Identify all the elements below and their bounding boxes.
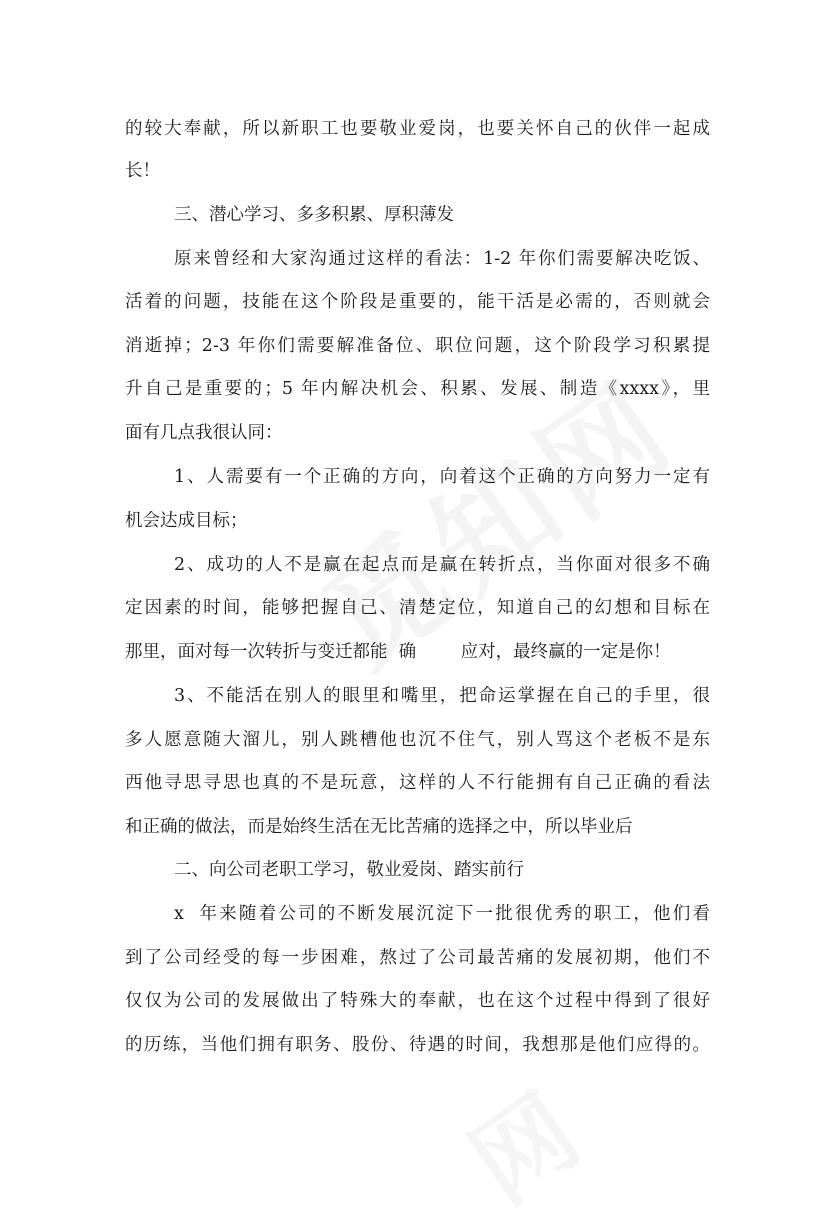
list-item-line: 那里，面对每一次转折与变迁都能 确 应对，最终赢的一定是你！ bbox=[125, 642, 671, 662]
list-item-line: 定因素的时间，能够把握自己、清楚定位，知道自己的幻想和目标在 bbox=[125, 598, 710, 618]
paragraph-line: 到了公司经受的每一步困难，熬过了公司最苦痛的发展初期，他们不 bbox=[125, 948, 710, 968]
paragraph-line: 面有几点我很认同： bbox=[125, 423, 283, 443]
paragraph-line: 消逝掉；2-3 年你们需要解准备位、职位问题，这个阶段学习积累提 bbox=[125, 336, 710, 356]
paragraph-line: 的历练，当他们拥有职务、股份、待遇的时间，我想那是他们应得的。 bbox=[125, 1035, 710, 1055]
list-item-line: 西他寻思寻思也真的不是玩意，这样的人不行能拥有自己正确的看法 bbox=[125, 773, 710, 793]
watermark-bottom bbox=[438, 1054, 603, 1229]
section-heading: 二、向公司老职工学习，敬业爱岗、踏实前行 bbox=[174, 860, 524, 880]
paragraph-line: 升自己是重要的；5 年内解决机会、积累、发展、制造《xxxx》，里 bbox=[125, 379, 710, 399]
list-item-line: 2、成功的人不是赢在起点而是赢在转折点，当你面对很多不确 bbox=[174, 555, 710, 575]
paragraph-line: 仅仅为公司的发展做出了特殊大的奉献，也在这个过程中得到了很好 bbox=[125, 991, 710, 1011]
paragraph-line: 原来曾经和大家沟通过这样的看法：1-2 年你们需要解决吃饭、 bbox=[174, 249, 710, 269]
list-item-line: 1、人需要有一个正确的方向，向着这个正确的方向努力一定有 bbox=[174, 467, 710, 487]
paragraph-line: 活着的问题，技能在这个阶段是重要的，能干活是必需的，否则就会 bbox=[125, 292, 710, 312]
paragraph-line: x 年来随着公司的不断发展沉淀下一批很优秀的职工，他们看 bbox=[174, 904, 710, 924]
section-heading: 三、潜心学习、多多积累、厚积薄发 bbox=[174, 205, 454, 225]
list-item-line: 机会达成目标； bbox=[125, 511, 248, 531]
list-item-line: 3、不能活在别人的眼里和嘴里，把命运掌握在自己的手里，很 bbox=[174, 686, 710, 706]
paragraph-line: 长！ bbox=[125, 161, 160, 181]
list-item-line: 和正确的做法，而是始终生活在无比苦痛的选择之中，所以毕业后 bbox=[125, 817, 633, 837]
paragraph-line: 的较大奉献，所以新职工也要敬业爱岗，也要关怀自己的伙伴一起成 bbox=[125, 119, 710, 139]
list-item-line: 多人愿意随大溜儿，别人跳槽他也沉不住气，别人骂这个老板不是东 bbox=[125, 730, 710, 750]
